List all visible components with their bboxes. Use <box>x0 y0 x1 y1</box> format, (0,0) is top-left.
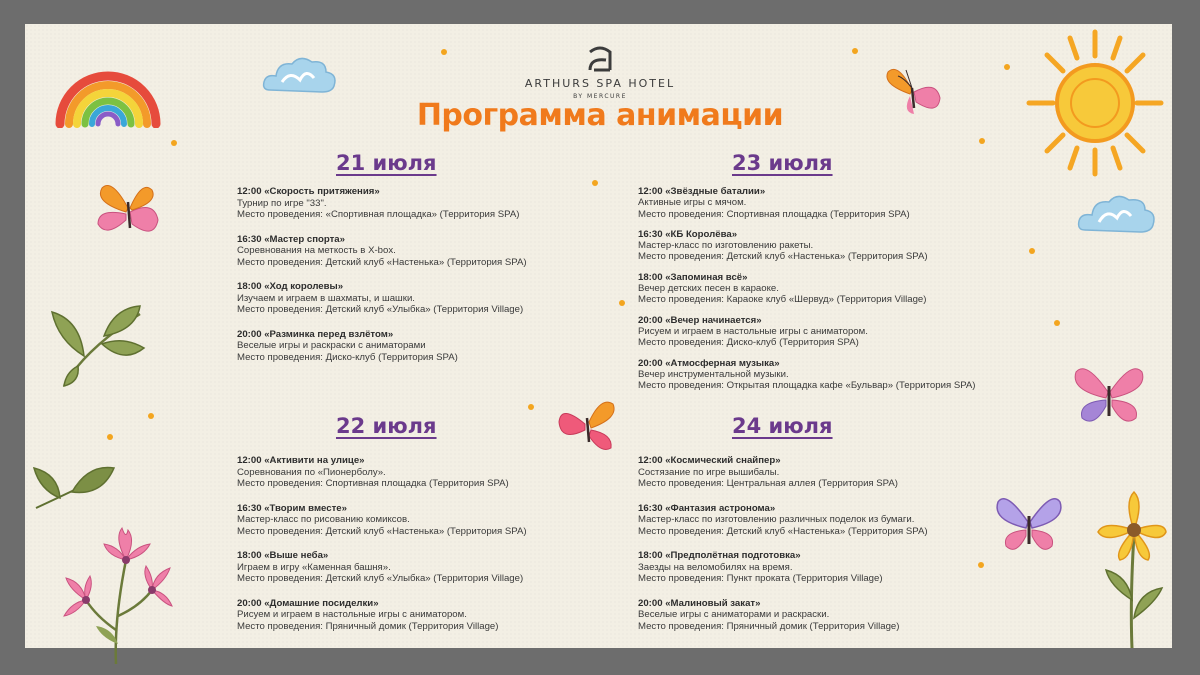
event-description: Мастер-класс по рисованию комиксов. <box>237 514 410 525</box>
event-place: Место проведения: Спортивная площадка (Территория SPA) <box>237 478 509 489</box>
day-date-23: 23 июля <box>732 151 833 175</box>
confetti-dot <box>171 140 177 146</box>
event-item <box>638 598 928 633</box>
event-item <box>638 315 976 349</box>
day-date-21: 21 июля <box>336 151 437 175</box>
event-description: Мастер-класс по изготовлению ракеты. <box>638 240 814 252</box>
event-heading: 20:00 «Домашние посиделки» <box>237 597 379 609</box>
event-heading: 12:00 «Скорость притяжения» <box>237 186 380 197</box>
event-description: Вечер инструментальной музыки. <box>638 368 789 380</box>
event-heading: 18:00 «Ход королевы» <box>237 281 344 292</box>
event-item <box>237 598 527 633</box>
event-heading: 16:30 «Мастер спорта» <box>237 233 345 245</box>
event-item <box>638 455 928 490</box>
event-description: Активные игры с мячом. <box>638 197 747 209</box>
event-item <box>638 186 976 220</box>
confetti-dot <box>592 180 598 186</box>
event-place: Место проведения: Пункт проката (Территория Village) <box>638 573 883 584</box>
confetti-dot <box>1029 248 1035 254</box>
event-heading: 20:00 «Атмосферная музыка» <box>638 357 780 369</box>
butterfly-icon <box>1068 356 1150 432</box>
day-schedule-24 <box>638 455 928 645</box>
event-description: Рисуем и играем в настольные игры с аниматором. <box>237 609 467 620</box>
leaf-branch-icon <box>32 462 116 512</box>
hotel-logo-sub: BY MERCURE <box>573 93 627 100</box>
event-heading: 16:30 «Творим вместе» <box>237 502 347 514</box>
confetti-dot <box>148 413 154 419</box>
event-description: Мастер-класс по изготовлению различных поделок из бумаги. <box>638 514 915 525</box>
event-place: Место проведения: Диско-клуб (Территория SPA) <box>237 351 458 363</box>
day-schedule-23 <box>638 186 976 400</box>
event-description: Заезды на веломобилях на время. <box>638 561 793 573</box>
event-heading: 20:00 «Вечер начинается» <box>638 314 762 326</box>
page-title: Программа анимации <box>416 98 784 133</box>
butterfly-icon <box>555 394 621 456</box>
event-item <box>237 503 527 538</box>
hotel-logo-name: ARTHURS SPA HOTEL <box>524 77 676 90</box>
event-description: Изучаем и играем в шахматы, и шашки. <box>237 292 415 304</box>
confetti-dot <box>528 404 534 410</box>
confetti-dot <box>107 434 113 440</box>
event-heading: 12:00 «Космический снайпер» <box>638 455 781 466</box>
event-place: Место проведения: Детский клуб «Улыбка» (Территория Village) <box>237 573 524 584</box>
event-heading: 20:00 «Малиновый закат» <box>638 597 761 609</box>
event-item <box>638 550 928 585</box>
event-item <box>237 234 527 269</box>
confetti-dot <box>978 562 984 568</box>
event-description: Соревнования на меткость в X-box. <box>237 245 396 256</box>
flower-icon <box>56 520 176 666</box>
event-description: Вечер детских песен в караоке. <box>638 283 779 295</box>
event-place: Место проведения: Детский клуб «Настенька» (Территория SPA) <box>638 525 928 537</box>
day-date-22: 22 июля <box>336 414 437 438</box>
day-date-24: 24 июля <box>732 414 833 438</box>
event-description: Состязание по игре вышибалы. <box>638 466 780 478</box>
event-description: Турнир по игре "33". <box>237 197 327 209</box>
event-place: Место проведения: Пряничный домик (Территория Village) <box>638 620 900 632</box>
event-heading: 12:00 «Активити на улице» <box>237 455 365 466</box>
event-heading: 16:30 «КБ Королёва» <box>638 228 738 240</box>
event-heading: 20:00 «Разминка перед взлётом» <box>237 328 394 340</box>
event-item <box>237 186 527 221</box>
event-heading: 18:00 «Предполётная подготовка» <box>638 550 801 561</box>
event-description: Рисуем и играем в настольные игры с аниматором. <box>638 325 868 337</box>
event-description: Соревнования по «Пионерболу». <box>237 466 386 478</box>
event-heading: 18:00 «Выше неба» <box>237 550 329 561</box>
event-item <box>638 358 976 392</box>
event-heading: 16:30 «Фантазия астронома» <box>638 502 776 514</box>
day-schedule-21 <box>237 186 527 376</box>
event-item <box>237 281 527 316</box>
event-heading: 18:00 «Запоминая всё» <box>638 271 748 283</box>
event-place: Место проведения: Детский клуб «Настенька» (Территория SPA) <box>237 525 527 537</box>
event-place: Место проведения: Детский клуб «Настенька» (Территория SPA) <box>237 256 527 268</box>
day-schedule-22 <box>237 455 527 645</box>
event-heading: 12:00 «Звёздные баталии» <box>638 186 766 197</box>
butterfly-icon <box>992 488 1066 560</box>
event-item <box>237 455 527 490</box>
event-place: Место проведения: Детский клуб «Улыбка» (Территория Village) <box>237 304 524 315</box>
event-place: Место проведения: Спортивная площадка (Территория SPA) <box>638 208 910 220</box>
butterfly-icon <box>92 174 164 246</box>
event-item <box>638 503 928 538</box>
event-item <box>237 550 527 585</box>
event-description: Играем в игру «Каменная башня». <box>237 561 391 573</box>
flower-icon <box>1094 490 1168 650</box>
leaf-branch-icon <box>44 300 148 390</box>
event-place: Место проведения: Пряничный домик (Территория Village) <box>237 620 499 632</box>
confetti-dot <box>1054 320 1060 326</box>
event-place: Место проведения: Детский клуб «Настенька» (Территория SPA) <box>638 251 928 263</box>
event-description: Веселые игры и раскраски с аниматорами <box>237 340 426 351</box>
hotel-logo-mark-icon <box>584 42 616 74</box>
event-place: Место проведения: Диско-клуб (Территория SPA) <box>638 337 859 349</box>
event-item <box>638 272 976 306</box>
event-place: Место проведения: Открытая площадка кафе «Бульвар» (Территория SPA) <box>638 380 976 392</box>
hotel-logo <box>0 42 1200 100</box>
event-item <box>237 329 527 364</box>
confetti-dot <box>979 138 985 144</box>
event-place: Место проведения: Караоке клуб «Шервуд» (Территория Village) <box>638 294 927 306</box>
event-place: Место проведения: «Спортивная площадка» (Территория SPA) <box>237 209 520 220</box>
event-description: Веселые игры с аниматорами и раскраски. <box>638 609 830 620</box>
event-place: Место проведения: Центральная аллея (Территория SPA) <box>638 478 898 489</box>
event-item <box>638 229 976 263</box>
cloud-icon <box>1075 188 1159 236</box>
confetti-dot <box>619 300 625 306</box>
